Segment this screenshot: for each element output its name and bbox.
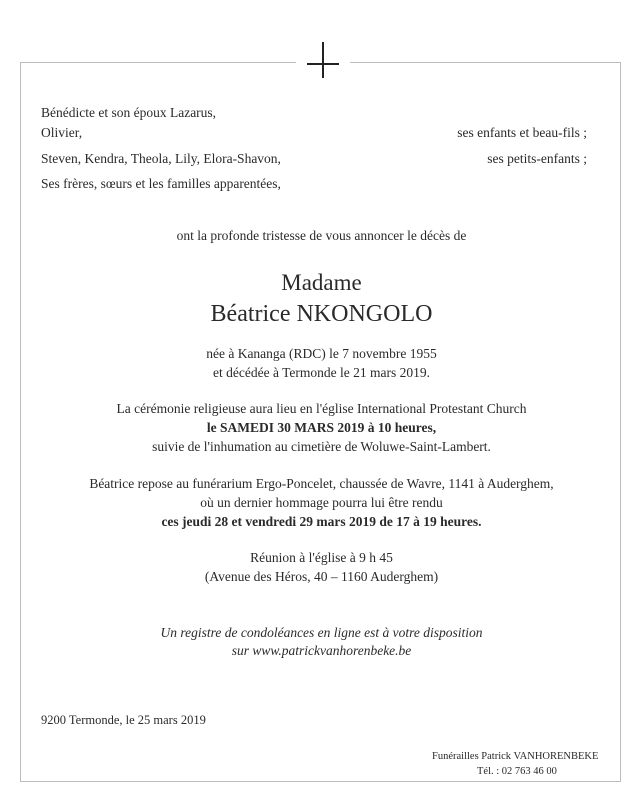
visitation-line-1: Béatrice repose au funérarium Ergo-Poncelet, chaussée de Wavre, 1141 à Auderghem, [89,476,554,491]
reunion-line-1: Réunion à l'église à 9 h 45 [250,550,393,565]
visitation-line-2: où un dernier hommage pourra lui être rendu [200,495,443,510]
deceased-name: Béatrice NKONGOLO [210,301,433,327]
funeral-home-phone: Tél. : 02 763 46 00 [477,766,557,777]
ceremony-date: le SAMEDI 30 MARS 2019 à 10 heures, [206,420,437,435]
birth-info: née à Kananga (RDC) le 7 novembre 1955 [206,346,437,361]
announcement: ont la profonde tristesse de vous annoncer le décès de [176,228,467,243]
deceased-title: Madame [281,270,362,295]
place-date: 9200 Termonde, le 25 mars 2019 [41,713,206,727]
family-line-3: Steven, Kendra, Theola, Lily, Elora-Shavon, [41,151,281,166]
condolences-line-1: Un registre de condoléances en ligne est à votre disposition [160,625,483,640]
family-line-2: Olivier, [41,125,83,140]
ceremony-line-1: La cérémonie religieuse aura lieu en l'église International Protestant Church [116,401,527,416]
condolences-website[interactable]: sur www.patrickvanhorenbeke.be [231,643,412,658]
ceremony-line-3: suivie de l'inhumation au cimetière de Woluwe-Saint-Lambert. [152,439,491,454]
cross-icon [307,42,339,78]
family-role-grandchildren: ses petits-enfants ; [487,151,587,166]
visitation-dates: ces jeudi 28 et vendredi 29 mars 2019 de 17 à 19 heures. [161,514,482,529]
funeral-home-name: Funérailles Patrick VANHORENBEKE [432,751,599,762]
family-line-4: Ses frères, sœurs et les familles apparentées, [41,176,281,191]
death-info: et décédée à Termonde le 21 mars 2019. [213,365,430,380]
reunion-address: (Avenue des Héros, 40 – 1160 Auderghem) [204,569,439,584]
family-role-children: ses enfants et beau-fils ; [457,125,587,140]
family-line-1: Bénédicte et son époux Lazarus, [41,105,217,120]
